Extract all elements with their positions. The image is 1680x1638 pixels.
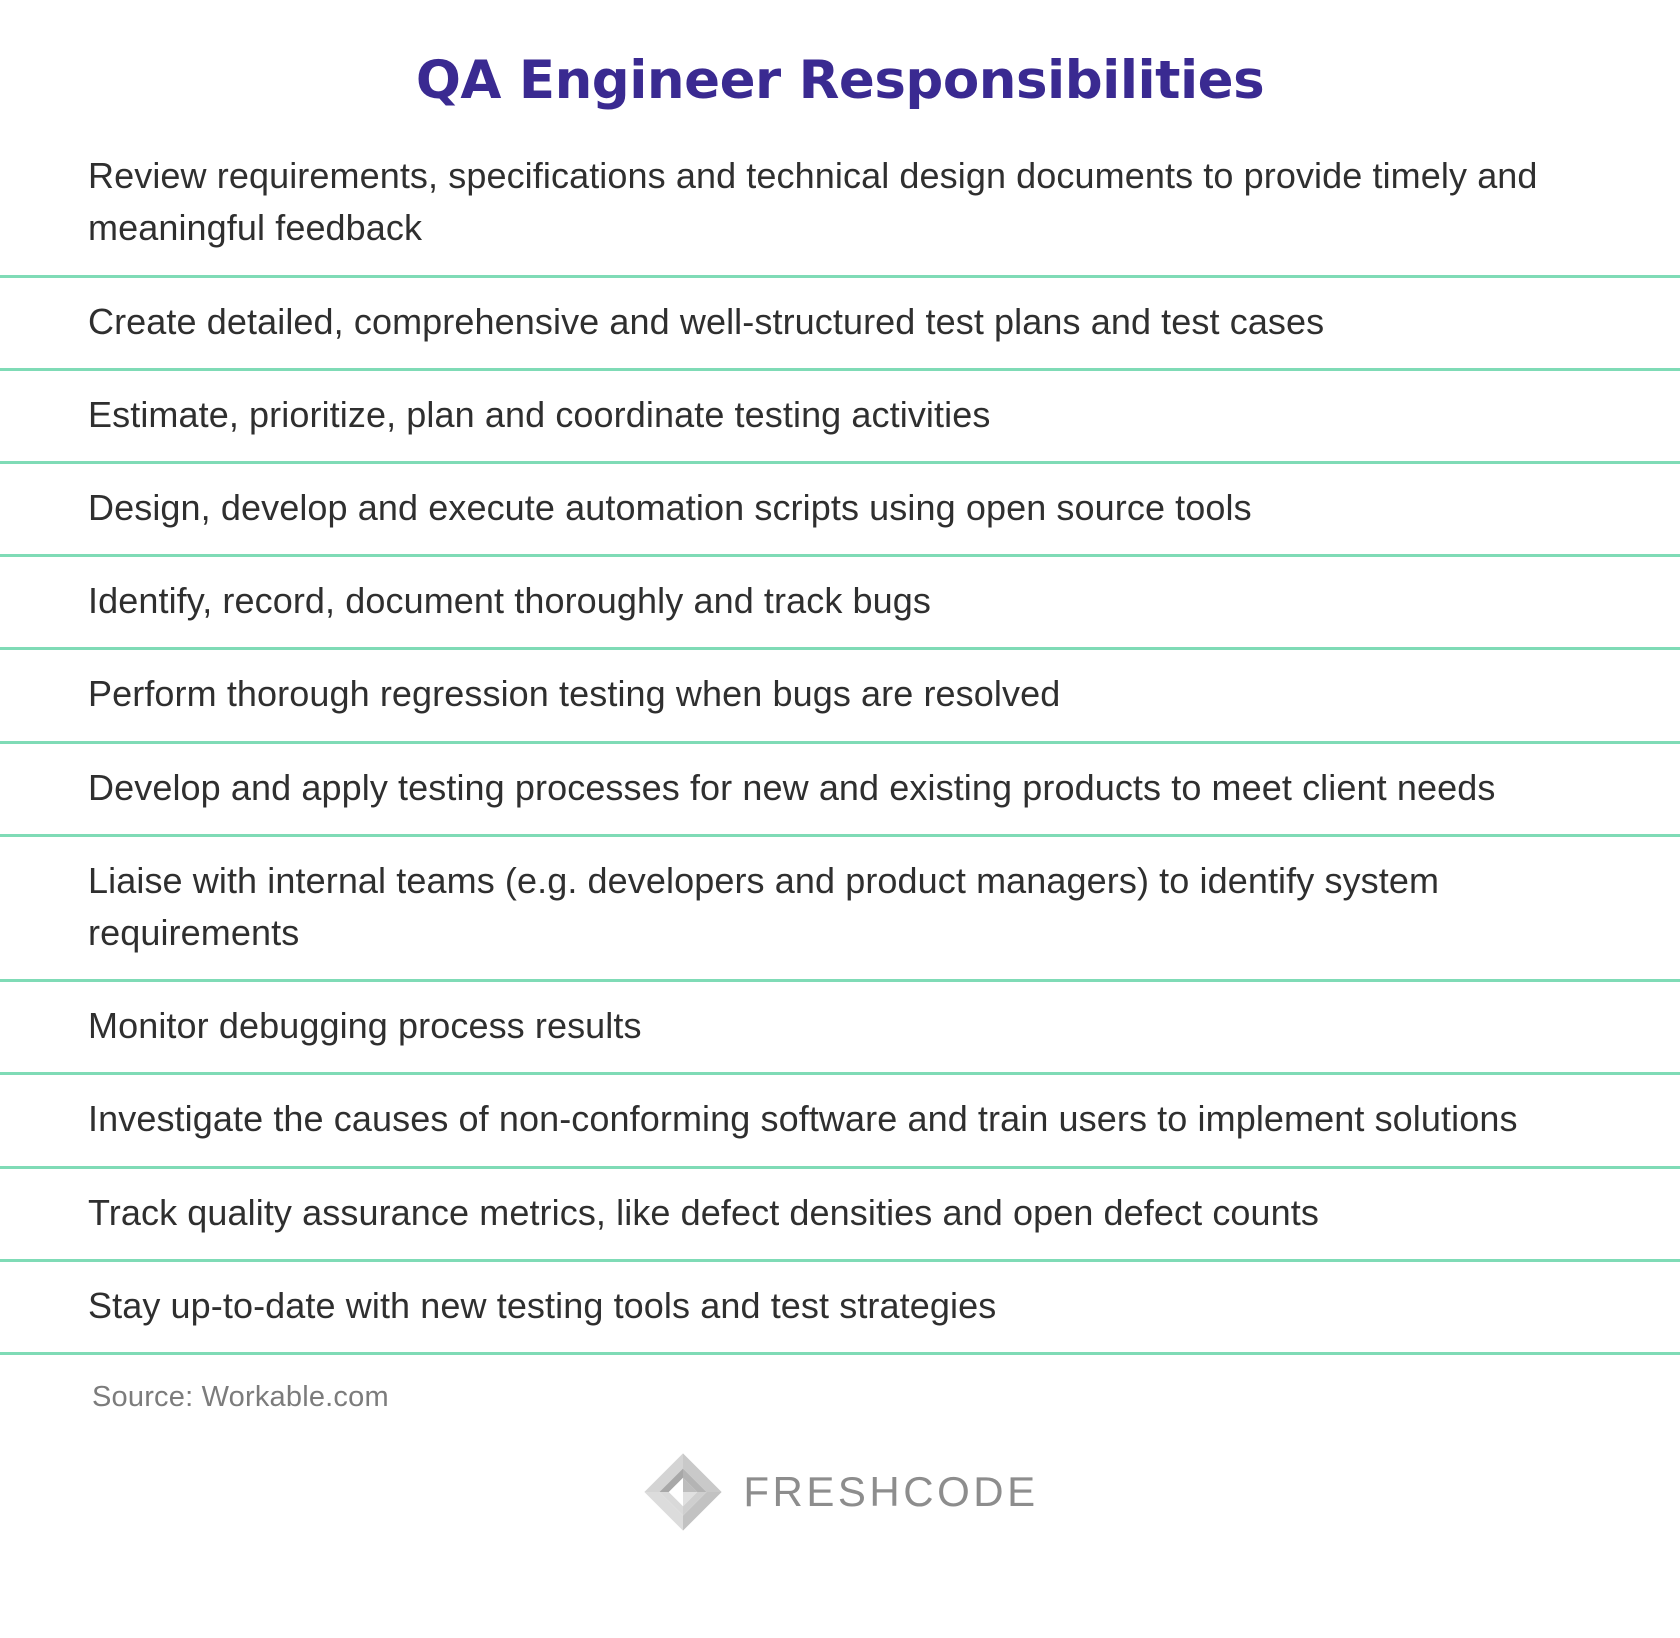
list-item [0, 1075, 1680, 1168]
page-title: QA Engineer Responsibilities [415, 50, 1265, 111]
source-label: Source: Workable.com [92, 1380, 389, 1413]
responsibility-text: Design, develop and execute automation scripts using open source tools [88, 487, 1252, 529]
source-section [0, 1355, 1680, 1414]
list-item [0, 371, 1680, 464]
brand-name: FRESHCODE [743, 1467, 1039, 1515]
list-item [0, 1262, 1680, 1355]
list-item [0, 650, 1680, 743]
freshcode-diamond-icon [641, 1450, 725, 1534]
responsibility-text: Investigate the causes of non-conforming software and train users to implement solutions [88, 1098, 1518, 1140]
list-item [0, 982, 1680, 1075]
list-item [0, 140, 1680, 277]
responsibility-text: Monitor debugging process results [88, 1005, 642, 1047]
responsibility-text: Stay up-to-date with new testing tools and test strategies [88, 1284, 997, 1326]
responsibilities-list [0, 140, 1680, 1355]
responsibility-text: Develop and apply testing processes for new and existing products to meet client needs [88, 766, 1496, 808]
list-item [0, 557, 1680, 650]
list-item [0, 837, 1680, 982]
list-item [0, 744, 1680, 837]
responsibility-text: Identify, record, document thoroughly and track bugs [88, 580, 932, 622]
list-item [0, 278, 1680, 371]
responsibility-text: Estimate, prioritize, plan and coordinate testing activities [88, 393, 991, 435]
responsibility-text: Track quality assurance metrics, like defect densities and open defect counts [88, 1191, 1319, 1233]
responsibility-text: Create detailed, comprehensive and well-structured test plans and test cases [88, 300, 1325, 342]
list-item [0, 1169, 1680, 1262]
responsibility-text: Perform thorough regression testing when bugs are resolved [88, 673, 1061, 715]
footer-brand [0, 1414, 1680, 1534]
responsibility-text: Liaise with internal teams (e.g. developers and product managers) to identify system requirements [88, 859, 1440, 953]
responsibility-text: Review requirements, specifications and technical design documents to provide timely and meaningful feedback [88, 155, 1538, 249]
title-section [0, 0, 1680, 140]
list-item [0, 464, 1680, 557]
